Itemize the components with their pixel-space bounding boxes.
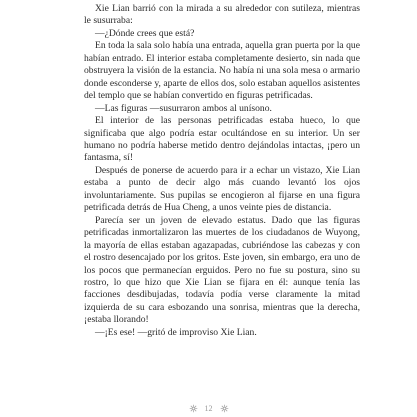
paragraph-2: —¿Dónde crees que está? [95,27,195,39]
paragraph-3: En toda la sala solo había una entrada, aquella gran puerta por la que habían entrado. El interior estaba completamente desierto, sin nada que obstruyera la visión de la estancia. No había ni una sola mesa o armario donde esconderse y, aparte de ellos dos, solo estaban aquellos asistentes del templo que se habían convertido en figuras petrificadas. [84,40,360,102]
ornament-icon [189,404,198,413]
page-footer [0,404,417,413]
paragraph-1: Xie Lian barrió con la mirada a su alrededor con sutileza, mientras le susurraba: [84,3,360,27]
paragraph-4: —Las figuras —susurraron ambos al unísono. [95,102,272,114]
paragraph-5: El interior de las personas petrificadas estaba hueco, lo que significaba que algo podría estar ocultándose en su interior. Un ser humano no podría haberse metido dentro dejándolas intactas, ¡pero un fantasma, sí! [84,115,360,164]
ornament-icon [220,404,229,413]
body-text [84,3,360,339]
paragraph-6: Después de ponerse de acuerdo para ir a echar un vistazo, Xie Lian estaba a punto de decir algo más cuando levantó los ojos involuntariamente. Sus pupilas se encogieron al fijarse en una figura petrificada detrás de Hua Cheng, a unos veinte pies de distancia. [84,164,360,214]
paragraph-7: Parecía ser un joven de elevado estatus. Dado que las figuras petrificadas inmortalizaron las muertes de los ciudadanos de Wuyong, la mayoría de ellas estaban agazapadas, cubriéndose las cabezas y con el rostro desencajado por los gritos. Este joven, sin embargo, era uno de los pocos que permanecían erguidos. Pero no fue su postura, sino su rostro, lo que hizo que Xie Lian se fijara en él: aunque tenía las facciones desdibujadas, todavía podía verse claramente la mitad izquierda de su cara esbozando una sonrisa, mientras que la derecha, ¡estaba llorando! [84,214,360,326]
page-number: 12 [204,404,213,413]
paragraph-8: —¡Es ese! —gritó de improviso Xie Lian. [95,326,257,338]
